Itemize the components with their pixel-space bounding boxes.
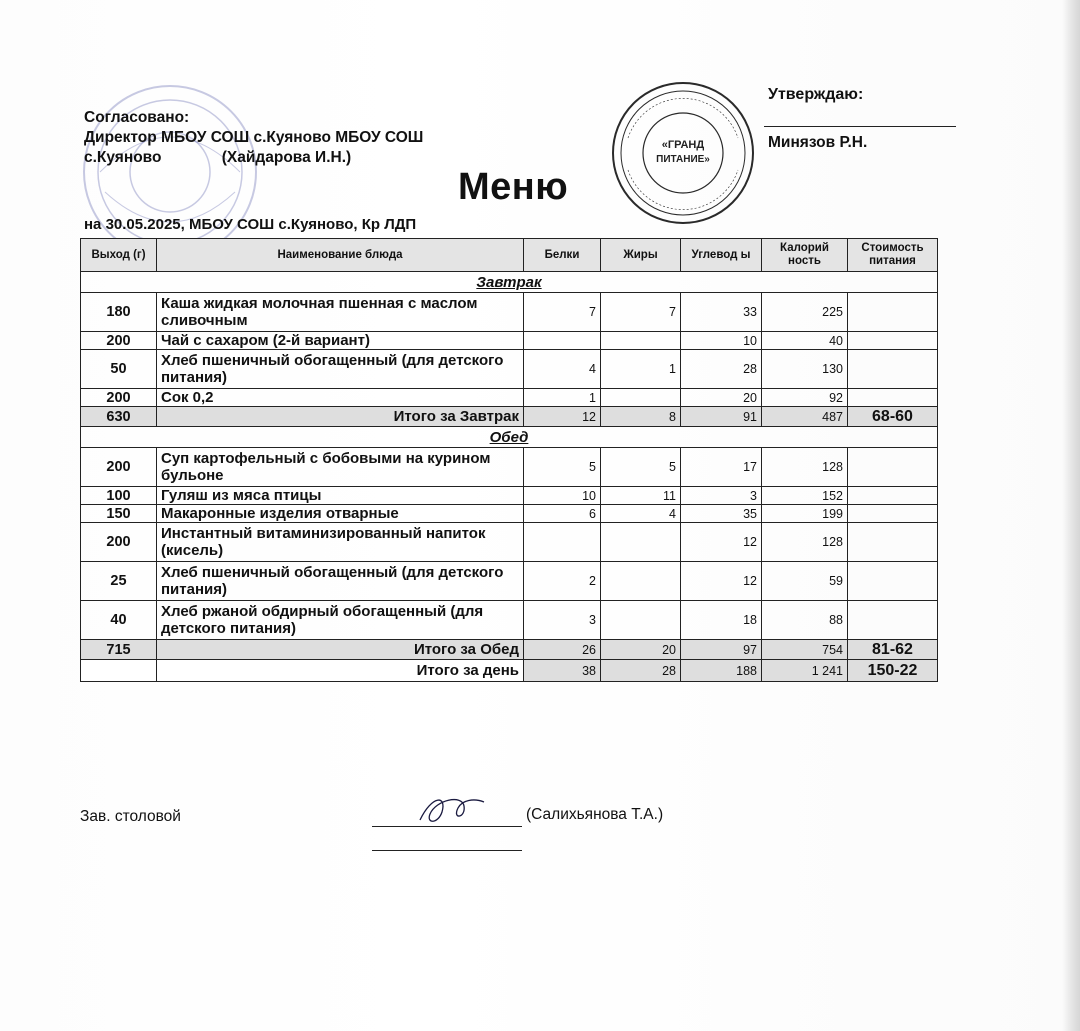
dish-carbs: 10 xyxy=(681,332,762,350)
table-row xyxy=(81,293,938,332)
agreed-signature-line: с.Куяново (Хайдарова И.Н.) xyxy=(84,149,352,166)
dish-carbs: 18 xyxy=(681,601,762,640)
dish-protein: 6 xyxy=(524,505,601,523)
dish-protein: 7 xyxy=(524,293,601,332)
agreed-label: Согласовано: xyxy=(84,109,190,126)
dish-output: 200 xyxy=(81,523,157,562)
total-protein: 26 xyxy=(524,640,601,660)
dish-fat xyxy=(601,389,681,407)
dish-fat xyxy=(601,601,681,640)
table-row xyxy=(81,389,938,407)
dish-calories: 92 xyxy=(762,389,848,407)
section-title: Обед xyxy=(81,427,938,448)
dish-name: Чай с сахаром (2-й вариант) xyxy=(157,332,524,350)
section-title-row xyxy=(81,272,938,293)
dish-fat: 11 xyxy=(601,487,681,505)
dish-carbs: 20 xyxy=(681,389,762,407)
table-row xyxy=(81,448,938,487)
dish-protein xyxy=(524,523,601,562)
col-header-protein: Белки xyxy=(524,239,601,272)
page-subtitle: на 30.05.2025, МБОУ СОШ с.Куяново, Кр ЛДП xyxy=(84,216,417,233)
total-label: Итого за Обед xyxy=(157,640,524,660)
table-row xyxy=(81,562,938,601)
company-stamp xyxy=(608,78,758,228)
day-total-protein: 38 xyxy=(524,660,601,682)
table-row xyxy=(81,332,938,350)
page-edge-shadow xyxy=(1062,0,1080,1031)
total-calories: 487 xyxy=(762,407,848,427)
dish-name: Сок 0,2 xyxy=(157,389,524,407)
approver-name: Минязов Р.Н. xyxy=(768,134,868,151)
dish-fat: 5 xyxy=(601,448,681,487)
dish-cost xyxy=(848,332,938,350)
canteen-head-name: (Салихьянова Т.А.) xyxy=(526,806,664,823)
day-total-output xyxy=(81,660,157,682)
dish-output: 200 xyxy=(81,448,157,487)
day-total-label: Итого за день xyxy=(157,660,524,682)
table-header-row xyxy=(81,239,938,272)
total-cost: 81-62 xyxy=(848,640,938,660)
day-total-calories: 1 241 xyxy=(762,660,848,682)
section-total-row xyxy=(81,640,938,660)
total-calories: 754 xyxy=(762,640,848,660)
dish-protein xyxy=(524,332,601,350)
approve-label: Утверждаю: xyxy=(768,86,864,103)
dish-carbs: 17 xyxy=(681,448,762,487)
dish-cost xyxy=(848,562,938,601)
dish-calories: 128 xyxy=(762,523,848,562)
table-row xyxy=(81,350,938,389)
dish-protein: 5 xyxy=(524,448,601,487)
dish-cost xyxy=(848,505,938,523)
approve-signature-line xyxy=(764,126,956,127)
dish-protein: 2 xyxy=(524,562,601,601)
dish-protein: 4 xyxy=(524,350,601,389)
dish-protein: 3 xyxy=(524,601,601,640)
signature-line xyxy=(372,826,522,827)
dish-cost xyxy=(848,389,938,407)
dish-calories: 225 xyxy=(762,293,848,332)
dish-name: Хлеб ржаной обдирный обогащенный (для детского питания) xyxy=(157,601,524,640)
dish-output: 100 xyxy=(81,487,157,505)
dish-output: 200 xyxy=(81,389,157,407)
dish-cost xyxy=(848,293,938,332)
dish-output: 180 xyxy=(81,293,157,332)
canteen-head-label: Зав. столовой xyxy=(80,808,181,825)
dish-fat xyxy=(601,562,681,601)
total-label: Итого за Завтрак xyxy=(157,407,524,427)
dish-carbs: 12 xyxy=(681,562,762,601)
total-output: 630 xyxy=(81,407,157,427)
dish-fat: 1 xyxy=(601,350,681,389)
dish-protein: 1 xyxy=(524,389,601,407)
dish-output: 150 xyxy=(81,505,157,523)
signature-line-second xyxy=(372,850,522,851)
dish-fat: 4 xyxy=(601,505,681,523)
dish-carbs: 3 xyxy=(681,487,762,505)
dish-name: Гуляш из мяса птицы xyxy=(157,487,524,505)
dish-carbs: 33 xyxy=(681,293,762,332)
dish-output: 25 xyxy=(81,562,157,601)
col-header-output: Выход (г) xyxy=(81,239,157,272)
dish-name: Хлеб пшеничный обогащенный (для детского питания) xyxy=(157,350,524,389)
dish-carbs: 12 xyxy=(681,523,762,562)
total-output: 715 xyxy=(81,640,157,660)
page-title: Меню xyxy=(458,166,569,208)
day-total-cost: 150-22 xyxy=(848,660,938,682)
svg-text:ПИТАНИЕ»: ПИТАНИЕ» xyxy=(656,154,710,165)
dish-calories: 128 xyxy=(762,448,848,487)
total-cost: 68-60 xyxy=(848,407,938,427)
dish-output: 40 xyxy=(81,601,157,640)
dish-fat xyxy=(601,523,681,562)
col-header-fat: Жиры xyxy=(601,239,681,272)
dish-calories: 130 xyxy=(762,350,848,389)
dish-cost xyxy=(848,523,938,562)
day-total-carbs: 188 xyxy=(681,660,762,682)
svg-text:«ГРАНД: «ГРАНД xyxy=(661,139,705,151)
dish-fat: 7 xyxy=(601,293,681,332)
col-header-cost: Стоимость питания xyxy=(848,239,938,272)
dish-name: Хлеб пшеничный обогащенный (для детского питания) xyxy=(157,562,524,601)
total-protein: 12 xyxy=(524,407,601,427)
dish-calories: 199 xyxy=(762,505,848,523)
section-title: Завтрак xyxy=(81,272,938,293)
dish-fat xyxy=(601,332,681,350)
dish-calories: 152 xyxy=(762,487,848,505)
menu-table xyxy=(80,238,938,682)
dish-cost xyxy=(848,350,938,389)
dish-name: Суп картофельный с бобовыми на курином бульоне xyxy=(157,448,524,487)
dish-name: Макаронные изделия отварные xyxy=(157,505,524,523)
agreed-block xyxy=(84,108,423,168)
dish-name: Инстантный витаминизированный напиток (кисель) xyxy=(157,523,524,562)
dish-cost xyxy=(848,601,938,640)
dish-carbs: 28 xyxy=(681,350,762,389)
day-total-fat: 28 xyxy=(601,660,681,682)
total-fat: 20 xyxy=(601,640,681,660)
col-header-carbs: Углевод ы xyxy=(681,239,762,272)
table-row xyxy=(81,601,938,640)
dish-calories: 59 xyxy=(762,562,848,601)
section-title-row xyxy=(81,427,938,448)
col-header-calories: Калорий ность xyxy=(762,239,848,272)
table-row xyxy=(81,487,938,505)
dish-output: 200 xyxy=(81,332,157,350)
col-header-name: Наименование блюда xyxy=(157,239,524,272)
dish-protein: 10 xyxy=(524,487,601,505)
handwritten-signature xyxy=(412,790,492,830)
dish-cost xyxy=(848,487,938,505)
dish-cost xyxy=(848,448,938,487)
dish-output: 50 xyxy=(81,350,157,389)
section-total-row xyxy=(81,407,938,427)
total-carbs: 91 xyxy=(681,407,762,427)
dish-carbs: 35 xyxy=(681,505,762,523)
total-carbs: 97 xyxy=(681,640,762,660)
dish-calories: 40 xyxy=(762,332,848,350)
agreed-director: Директор МБОУ СОШ с.Куяново МБОУ СОШ xyxy=(84,129,424,146)
total-fat: 8 xyxy=(601,407,681,427)
table-row xyxy=(81,523,938,562)
day-total-row xyxy=(81,660,938,682)
table-row xyxy=(81,505,938,523)
dish-calories: 88 xyxy=(762,601,848,640)
dish-name: Каша жидкая молочная пшенная с маслом сливочным xyxy=(157,293,524,332)
